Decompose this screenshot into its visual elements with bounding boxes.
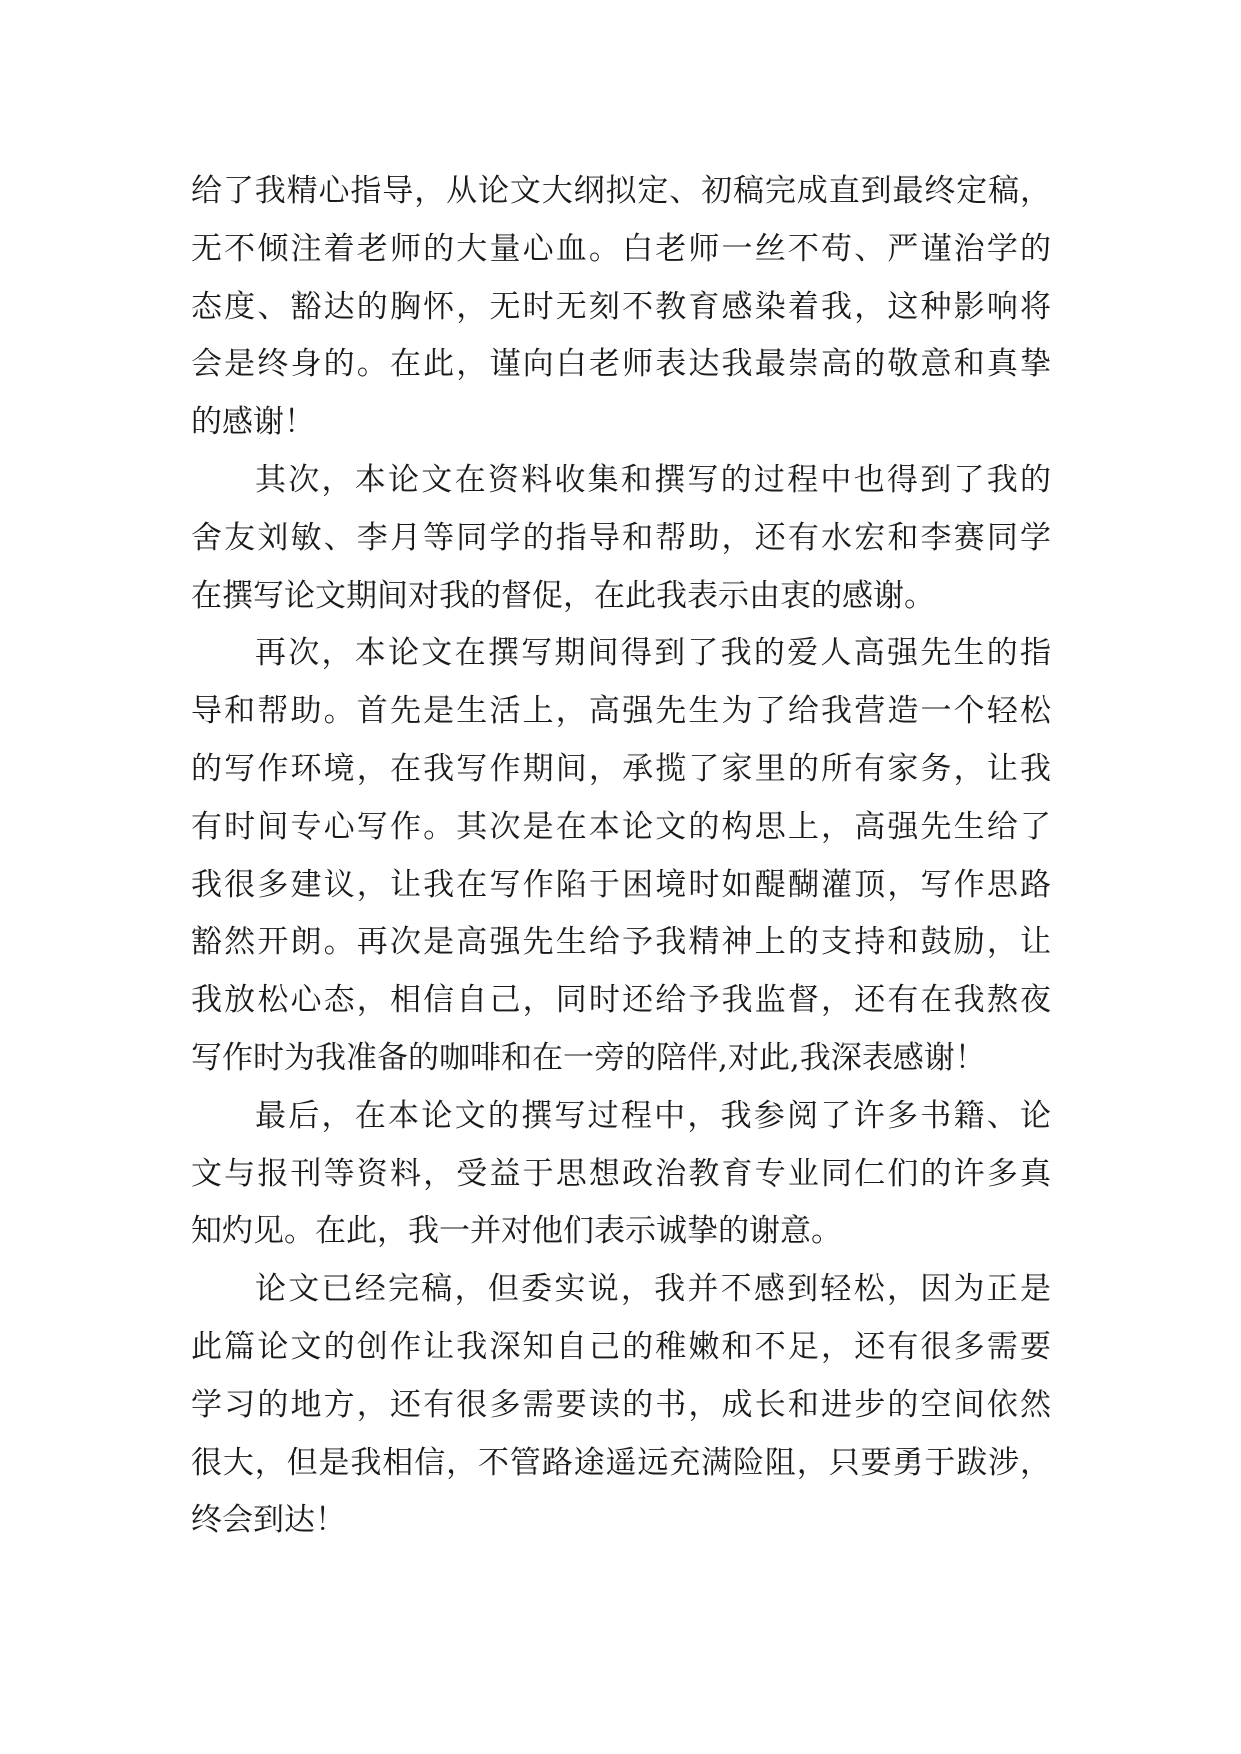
text-line: 其次，本论文在资料收集和撰写的过程中也得到了我的 [255, 461, 1051, 498]
text-line: 态度、豁达的胸怀，无时无刻不教育感染着我，这种影响将 [191, 288, 1051, 325]
paragraph [191, 1261, 1051, 1550]
text-line: 学习的地方，还有很多需要读的书，成长和进步的空间依然 [191, 1386, 1051, 1423]
text-line: 给了我精心指导，从论文大纲拟定、初稿完成直到最终定稿， [191, 173, 1051, 209]
text-line: 论文已经完稿，但委实说，我并不感到轻松，因为正是 [255, 1271, 1051, 1308]
text-line: 终会到达！ [191, 1502, 346, 1539]
paragraph [191, 452, 1051, 625]
paragraph [191, 1088, 1051, 1261]
text-line: 在撰写论文期间对我的督促，在此我表示由衷的感谢。 [191, 577, 935, 614]
paragraph [191, 163, 1051, 452]
text-line: 舍友刘敏、李月等同学的指导和帮助，还有水宏和李赛同学 [191, 519, 1051, 556]
text-line: 知灼见。在此，我一并对他们表示诚挚的谢意。 [191, 1213, 842, 1250]
paragraph [191, 625, 1051, 1087]
text-line: 很大，但是我相信，不管路途遥远充满险阻，只要勇于跋涉， [191, 1444, 1051, 1481]
text-line: 文与报刊等资料，受益于思想政治教育专业同仁们的许多真 [191, 1155, 1051, 1192]
text-line: 会是终身的。在此，谨向白老师表达我最崇高的敬意和真挚 [191, 346, 1051, 383]
text-line: 的写作环境，在我写作期间，承揽了家里的所有家务，让我 [191, 750, 1051, 787]
text-line: 写作时为我准备的咖啡和在一旁的陪伴,对此,我深表感谢！ [191, 1039, 986, 1076]
text-line: 我很多建议，让我在写作陷于困境时如醍醐灌顶，写作思路 [191, 866, 1051, 903]
text-line: 此篇论文的创作让我深知自己的稚嫩和不足，还有很多需要 [191, 1328, 1051, 1365]
text-line: 我放松心态，相信自己，同时还给予我监督，还有在我熬夜 [191, 982, 1051, 1019]
text-line: 无不倾注着老师的大量心血。白老师一丝不苟、严谨治学的 [191, 230, 1051, 267]
document-body [191, 163, 1051, 1550]
text-line: 豁然开朗。再次是高强先生给予我精神上的支持和鼓励，让 [191, 924, 1051, 961]
text-line: 有时间专心写作。其次是在本论文的构思上，高强先生给了 [191, 808, 1051, 845]
text-line: 最后，在本论文的撰写过程中，我参阅了许多书籍、论 [255, 1097, 1051, 1134]
text-line: 导和帮助。首先是生活上，高强先生为了给我营造一个轻松 [191, 693, 1051, 730]
text-line: 的感谢！ [191, 404, 315, 441]
text-line: 再次，本论文在撰写期间得到了我的爱人高强先生的指 [255, 635, 1051, 672]
